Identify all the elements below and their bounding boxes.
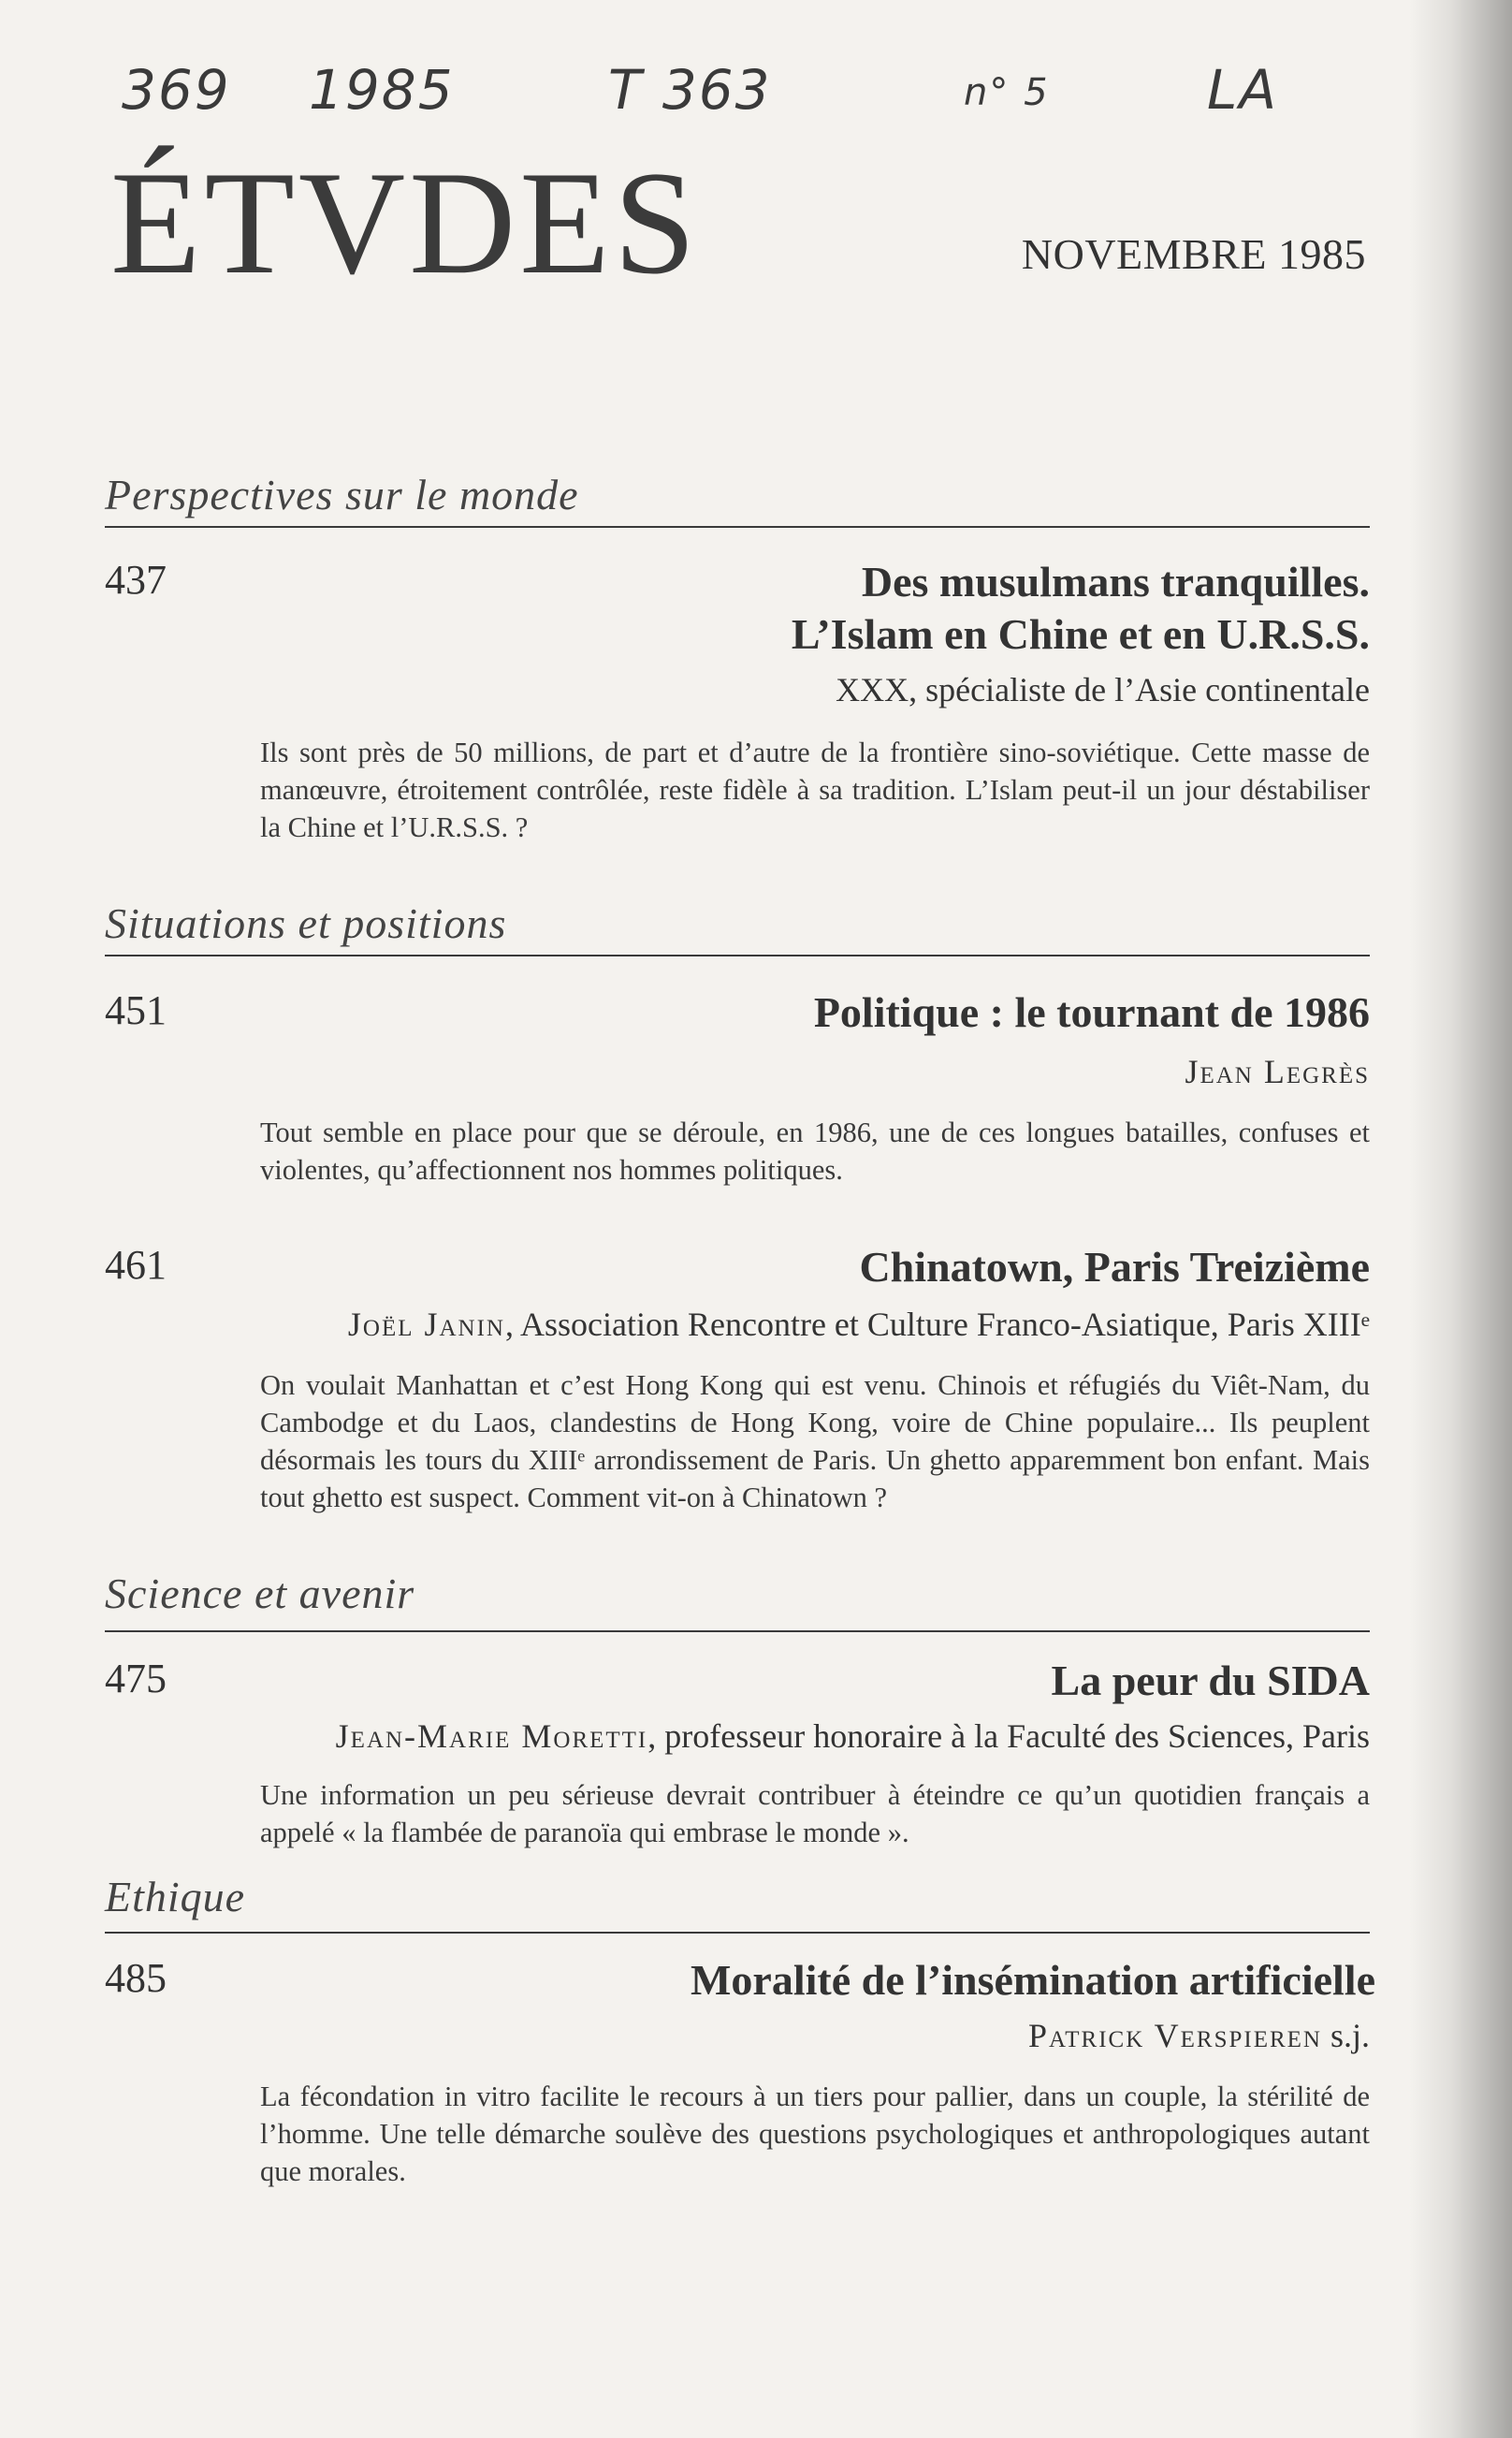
article-title: L’Islam en Chine et en U.R.S.S. [791, 610, 1370, 658]
article-author [836, 670, 1370, 709]
article-abstract: Une information un peu sérieuse devrait contribuer à éteindre ce qu’un quotidien français a appelé « la flambée de paranoïa qui embrase le monde ». [260, 1779, 1370, 1848]
handwritten-note: 369 [122, 58, 231, 122]
article-abstract: La fécondation in vitro facilite le recours à un tiers pour pallier, dans un couple, la stérilité de l’homme. Une telle démarche soulève des questions psychologiques et anthropologiques autant que morales. [260, 2080, 1370, 2187]
article-author [1185, 1052, 1370, 1091]
page-number: 437 [105, 557, 167, 603]
author-affiliation: , Association Rencontre et Culture Franco-Asiatique, Paris XIIIᵉ [504, 1306, 1370, 1343]
section-rule [105, 1630, 1370, 1632]
handwritten-note: LA [1207, 58, 1278, 122]
section-rule [105, 1932, 1370, 1934]
section-title: Ethique [105, 1873, 246, 1920]
article-title: La peur du SIDA [1051, 1657, 1370, 1704]
author-name: Jean Legrès [1185, 1053, 1370, 1090]
handwritten-annotations [122, 58, 1338, 152]
article-abstract: On voulait Manhattan et c’est Hong Kong qui est venu. Chinois et réfugiés du Viêt-Nam, du Cambodge et du Laos, clandestins de Hong Kong, voire de Chine populaire... Ils peuplent désormais les tours du XIIIᵉ arrondissement de Paris. Un ghetto apparemment bon enfant. Mais tout ghetto est suspect. Comment vit-on à Chinatown ? [260, 1369, 1370, 1513]
article-title: Chinatown, Paris Treizième [859, 1243, 1370, 1291]
section-title: Perspectives sur le monde [105, 471, 579, 518]
author-affiliation: , professeur honoraire à la Faculté des Sciences, Paris [647, 1717, 1370, 1755]
article-author [348, 1305, 1370, 1344]
issue-date: NOVEMBRE 1985 [1021, 230, 1366, 278]
handwritten-note: T 363 [608, 58, 772, 122]
section-title: Science et avenir [105, 1569, 415, 1617]
page-number: 485 [105, 1955, 167, 2001]
article-abstract: Ils sont près de 50 millions, de part et d’autre de la frontière sino-soviétique. Cette masse de manœuvre, étroitement contrôlée, reste fidèle à sa tradition. L’Islam peut-il un jour déstabiliser la Chine et l’U.R.S.S. ? [260, 737, 1370, 843]
author-name: XXX [836, 671, 909, 708]
page-number: 475 [105, 1656, 167, 1701]
article-title: Moralité de l’insémination artificielle [691, 1956, 1375, 2004]
article-author [1028, 2016, 1370, 2055]
section-rule [105, 526, 1370, 528]
author-affiliation: , spécialiste de l’Asie continentale [909, 671, 1370, 708]
article-title: Politique : le tournant de 1986 [813, 988, 1370, 1036]
author-name: Joël Janin [347, 1306, 505, 1343]
handwritten-note: n° 5 [964, 71, 1050, 114]
author-name: Jean-Marie Moretti [335, 1717, 648, 1755]
article-title: Des musulmans tranquilles. [861, 558, 1370, 606]
section-title: Situations et positions [105, 899, 507, 947]
section-rule [105, 955, 1370, 956]
article-author [336, 1716, 1370, 1756]
journal-logo: ÉTVDES [110, 141, 700, 305]
page-number: 451 [105, 987, 167, 1033]
article-abstract: Tout semble en place pour que se déroule, en 1986, une de ces longues batailles, confuses et violentes, qu’affectionnent nos hommes politiques. [260, 1117, 1370, 1186]
author-name: Patrick Verspieren [1027, 2017, 1322, 2054]
handwritten-note: 1985 [309, 58, 455, 122]
page-number: 461 [105, 1242, 167, 1288]
author-affiliation: s.j. [1321, 2017, 1370, 2054]
page-edge-shadow [1409, 0, 1512, 2438]
